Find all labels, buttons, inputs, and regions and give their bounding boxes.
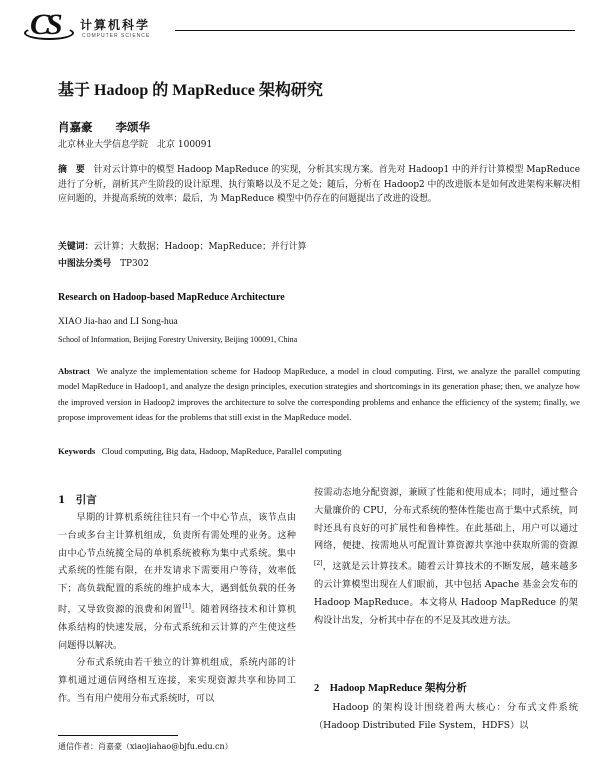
logo-letters: CS [30,8,59,41]
journal-name-en: COMPUTER SCIENCE [82,33,151,39]
abstract-en-text: We analyze the implementation scheme for Hadoop MapReduce, a model in cloud computing. First, we analyze the parallel computing model MapReduce in Hadoop1, and analyze the design principles, execution strategies and shortcomings in its generation phase; then, we analyze how the improved version in Hadoop2 improves the architecture to solve the corresponding problems and enhance the efficiency of the system; finally, we propose improvement ideas for the problems that still exist in the MapReduce model. [58,366,580,422]
intro-paragraph-2: 分布式系统由若干独立的计算机组成，系统内部的计算机通过通信网络相互连接，来实现资源共享和协同工作。当有用户使用分布式系统时，可以 [58,657,296,705]
section-1-heading: 1 引言 [58,494,97,506]
intro-paragraph-1 [58,509,296,654]
intro-p1-text: 早期的计算机系统往往只有一个中心节点，该节点由一台或多台主计算机组成，负责所有需处理的业务。这种由中心节点统揽全局的单机系统被称为集中式系统。集中式系统的性能有限，在并发请求下需要用户等待，效率低下；高负载配置的系统的维护成本大，遇到低负载的任务时，又导致资源的浪费和闲置 [58,512,296,616]
abstract-en [58,364,580,425]
logo-ring-icon [24,26,74,40]
affiliation: 北京林业大学信息学院 北京 100091 [58,140,213,150]
right-p-end: ，这就是云计算技术。随着云计算技术的不断发展，越来越多的云计算模型出现在人们眼前，其中包括 Apache 基金会发布的 Hadoop MapReduce。本文将从 Hadoop MapReduce 的架构设计出发，分析其中存在的不足及其改进方法。 [314,561,578,626]
section-2-heading: 2 Hadoop MapReduce 架构分析 [314,683,467,694]
keywords-en [58,446,342,456]
keywords-cn-label: 关键词： [58,242,94,252]
english-title: Research on Hadoop-based MapReduce Architecture [58,292,285,303]
abstract-cn-text: 针对云计算中的模型 Hadoop MapReduce 的实现，分析其实现方案。首先对 Hadoop1 中的并行计算模型 MapReduce 进行了分析，剖析其产生阶段的设计原理、执行策略以及不足之处；随后，分析在 Hadoop2 中的改进版本是如何改进架构来解决相应问题的，并提高系统的效率；最后，为 MapReduce 模型中仍存在的问题提出了改进的设想。 [58,165,580,205]
footnote-rule [58,735,178,736]
keywords-en-text: Cloud computing, Big data, Hadoop, MapReduce, Parallel computing [101,446,342,456]
abstract-en-label: Abstract [58,366,90,376]
journal-logo [18,6,178,50]
abstract-cn [58,163,580,207]
classification [58,256,149,269]
keywords-en-label: Keywords [58,446,96,456]
journal-name-cn: 计算机科学 [80,18,151,32]
abstract-cn-label: 摘 要 [58,165,85,175]
paper-title: 基于 Hadoop 的 MapReduce 架构研究 [58,82,323,99]
english-authors: XIAO Jia-hao and LI Song-hua [58,317,178,327]
right-paragraph [314,484,578,629]
right-p-text: 按需动态地分配资源，兼顾了性能和使用成本；同时，通过整合大量廉价的 CPU，分布式系统的整体性能也高于集中式系统，同时还具有良好的可扩展性和鲁棒性。在此基础上，用户可以通过网络，便捷、按需地从可配置计算资源共享池中获取所需的资源 [314,487,578,552]
header-rule [175,30,575,31]
citation-2: [2] [314,560,323,568]
section-2-text: Hadoop 的架构设计围绕着两大核心：分布式文件系统（Hadoop Distributed File System，HDFS）以 [314,702,578,731]
english-affiliation: School of Information, Beijing Forestry University, Beijing 100091, China [58,335,298,344]
intro-p1-end: 。随着网络技术和计算机体系结构的快速发展，分布式系统和云计算的产生使这些问题得以解决。 [58,604,296,651]
classification-code: TP302 [120,259,149,269]
keywords-cn-text: 云计算；大数据；Hadoop；MapReduce；并行计算 [93,242,307,252]
citation-1: [1] [182,602,191,610]
keywords-cn [58,239,306,252]
left-column [58,509,296,708]
right-column [314,484,578,629]
authors: 肖嘉豪 李颂华 [58,120,150,134]
classification-label: 中图法分类号 [58,259,112,269]
section-2-paragraph [314,699,578,735]
footnote: 通信作者：肖嘉豪（xiaojiahao@bjfu.edu.cn） [58,742,233,751]
